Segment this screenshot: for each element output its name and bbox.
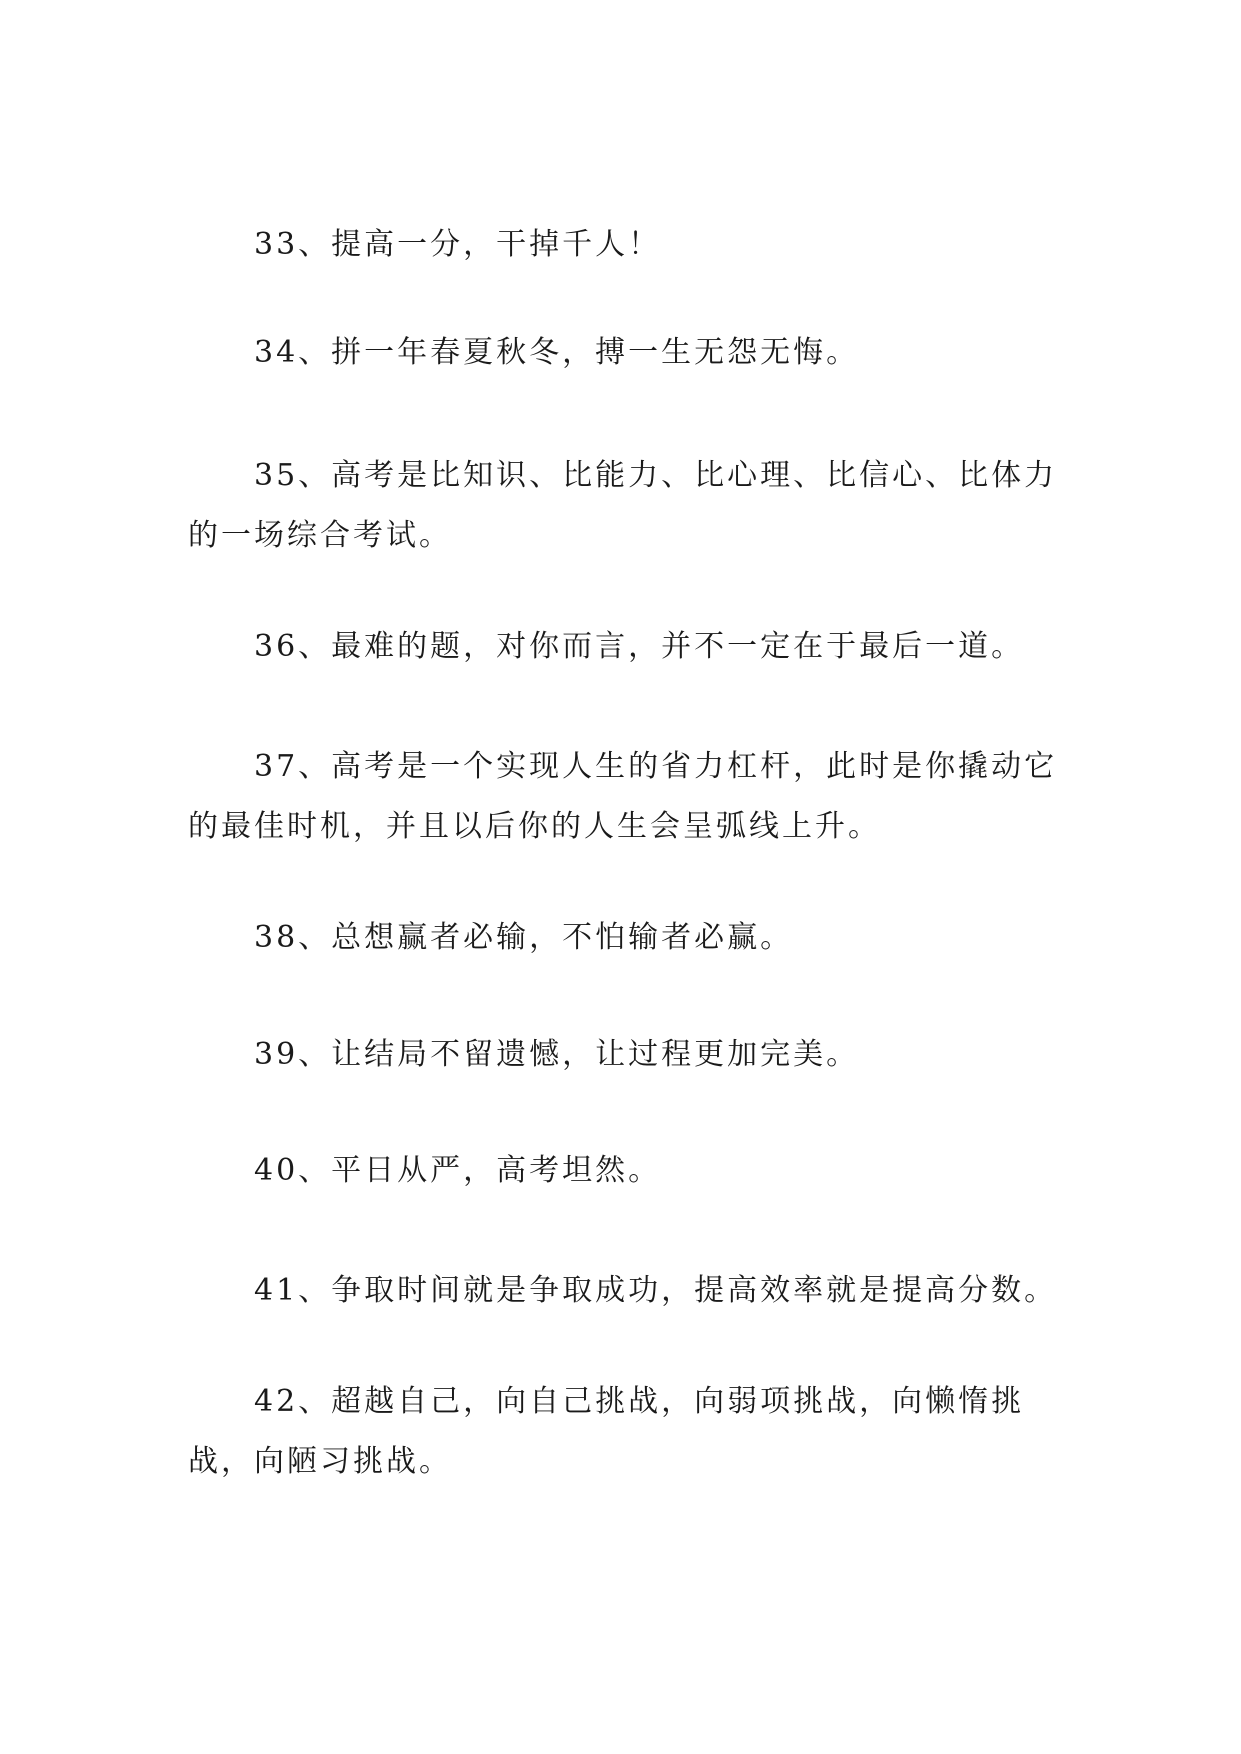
paragraph-39: 39、让结局不留遗憾，让过程更加完美。 bbox=[254, 1037, 860, 1072]
paragraph-40: 40、平日从严，高考坦然。 bbox=[254, 1153, 662, 1188]
paragraph-38: 38、总想赢者必输，不怕输者必赢。 bbox=[254, 920, 794, 955]
paragraph-37: 37、高考是一个实现人生的省力杠杆，此时是你撬动它的最佳时机，并且以后你的人生会呈弧线上升。 bbox=[188, 749, 1058, 844]
paragraph-42: 42、超越自己，向自己挑战，向弱项挑战，向懒惰挑战，向陋习挑战。 bbox=[188, 1384, 1025, 1479]
paragraph-36: 36、最难的题，对你而言，并不一定在于最后一道。 bbox=[254, 629, 1025, 664]
paragraph-33: 33、提高一分，干掉千人！ bbox=[254, 227, 662, 262]
paragraph-34: 34、拼一年春夏秋冬，搏一生无怨无悔。 bbox=[254, 335, 860, 370]
paragraph-35: 35、高考是比知识、比能力、比心理、比信心、比体力的一场综合考试。 bbox=[188, 458, 1058, 553]
paragraph-41: 41、争取时间就是争取成功，提高效率就是提高分数。 bbox=[254, 1273, 1058, 1308]
